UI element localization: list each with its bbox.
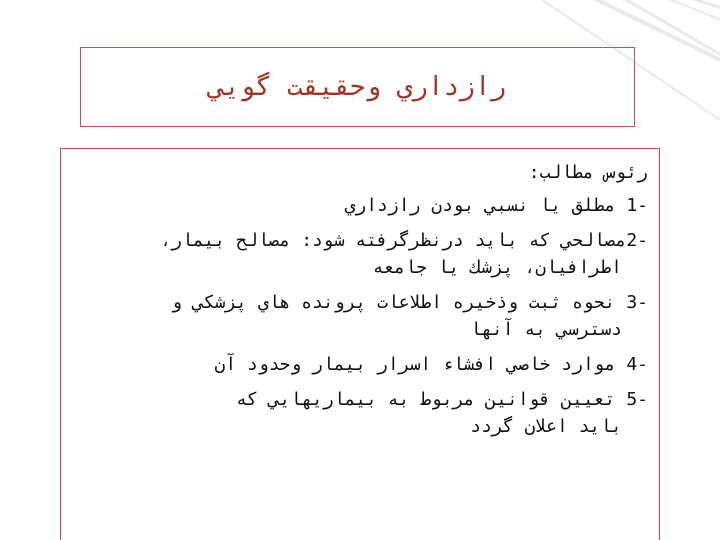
list-item-text: -1 مطلق يا نسبي بودن رازداري [344, 195, 648, 216]
list-item [48, 351, 648, 378]
list-item [48, 386, 648, 440]
list-item-text: -2مصالحي كه بايد درنظرگرفته شود: مصالح بيمار، [160, 230, 648, 251]
title-box [80, 47, 635, 127]
list-item [48, 289, 648, 343]
list-item [48, 227, 648, 281]
list-item [48, 192, 648, 219]
list-item-text: -3 نحوه ثبت وذخيره اطلاعات پرونده هاي پزشكي و [171, 292, 648, 313]
list-item-text: -4 موارد خاصي افشاء اسرار بيمار وحدود آن [214, 354, 648, 375]
content-list [48, 160, 648, 448]
slide-title: رازداري وحقيقت گويي [208, 72, 507, 102]
list-item-text: -5 تعيين قوانين مربوط به بيماريهايي كه [236, 389, 648, 410]
list-item-continuation: بايد اعلان گردد [470, 416, 622, 437]
content-heading: رئوس مطالب: [528, 162, 648, 183]
list-item-continuation: اطرافيان، پزشك يا جامعه [372, 257, 622, 278]
list-item-continuation: دسترسي به آنها [470, 319, 622, 340]
